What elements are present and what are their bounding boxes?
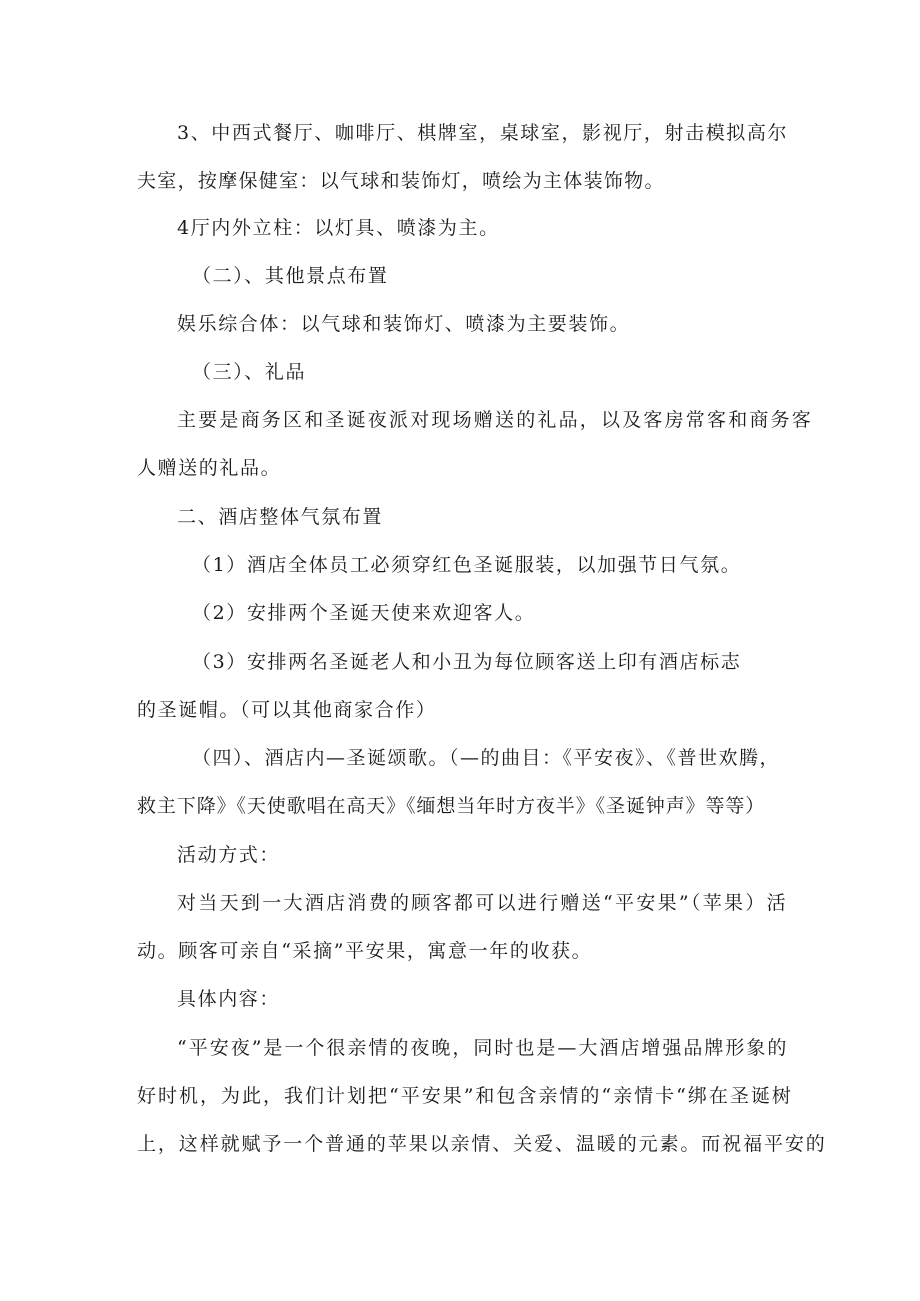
- text-line: “平安夜”是一个很亲情的夜晚，同时也是—大酒店增强品牌形象的: [177, 1037, 789, 1059]
- section-heading: （二）、其他景点布置: [192, 265, 389, 287]
- text-line: 动。顾客可亲自“采摘”平安果，寓意一年的收获。: [137, 940, 593, 962]
- section-heading: 活动方式：: [177, 844, 281, 866]
- text-line: 4厅内外立柱：以灯具、喷漆为主。: [177, 217, 500, 239]
- list-item: （2）安排两个圣诞天使来欢迎客人。: [192, 602, 536, 624]
- text-line: 娱乐综合体：以气球和装饰灯、喷漆为主要装饰。: [177, 313, 631, 335]
- text-line: 的圣诞帽。（可以其他商家合作）: [137, 699, 437, 721]
- list-item: （1）酒店全体员工必须穿红色圣诞服装，以加强节日气氛。: [192, 554, 742, 576]
- text-line: 3、中西式餐厅、咖啡厅、棋牌室，桌球室，影视厅，射击模拟高尔: [177, 122, 789, 144]
- section-heading: 具体内容：: [177, 988, 281, 1010]
- text-line: 人赠送的礼品。: [137, 457, 282, 479]
- section-heading: （三）、礼品: [192, 361, 307, 383]
- section-heading: 二、酒店整体气氛布置: [177, 506, 384, 528]
- text-line: 对当天到一大酒店消费的顾客都可以进行赠送“平安果”（苹果）活: [177, 892, 788, 914]
- section-heading: （四）、酒店内—圣诞颂歌。（—的曲目：《平安夜》、《普世欢腾，: [192, 747, 781, 769]
- text-line: 上，这样就赋予一个普通的苹果以亲情、关爱、温暖的元素。而祝福平安的: [137, 1133, 827, 1155]
- text-line: 救主下降》《天使歌唱在高天》《缅想当年时方夜半》《圣诞钟声》等等）: [137, 795, 766, 817]
- text-line: 夫室，按摩保健室：以气球和装饰灯，喷绘为主体装饰物。: [137, 170, 665, 192]
- text-line: 好时机，为此，我们计划把“平安果”和包含亲情的“亲情卡“绑在圣诞树: [137, 1085, 793, 1107]
- list-item: （3）安排两名圣诞老人和小丑为每位顾客送上印有酒店标志: [192, 651, 742, 673]
- text-line: 主要是商务区和圣诞夜派对现场赠送的礼品，以及客房常客和商务客: [177, 409, 814, 431]
